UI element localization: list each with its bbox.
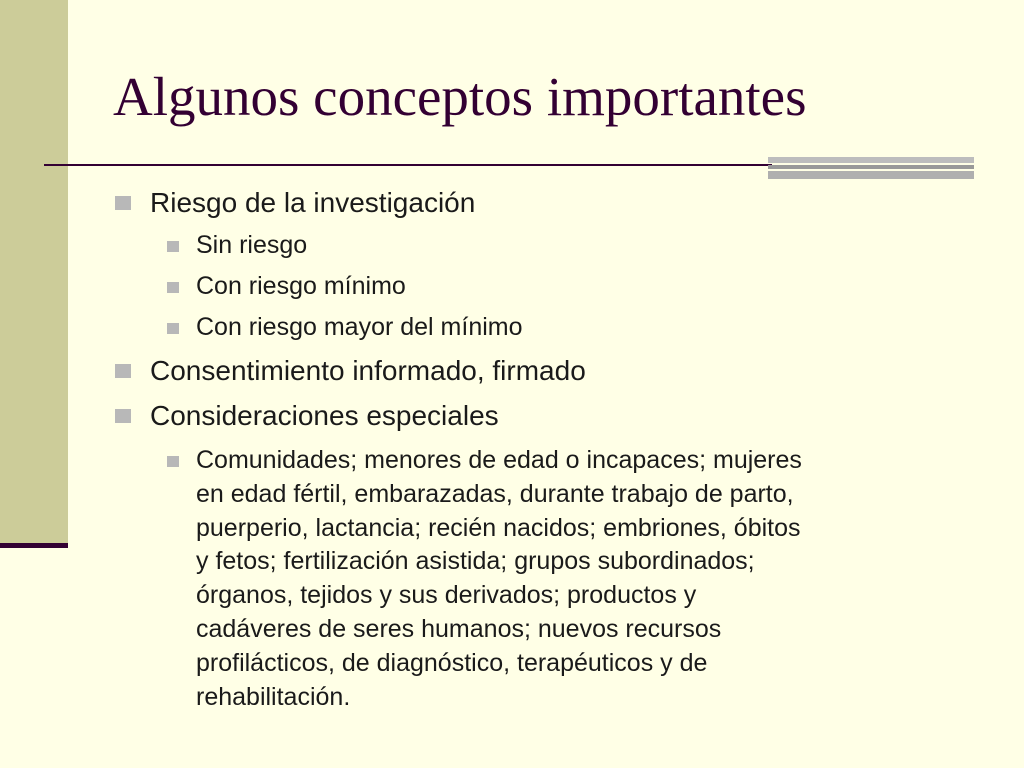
bullet-text: Con riesgo mayor del mínimo	[196, 313, 523, 341]
square-bullet-icon	[115, 364, 131, 378]
bullet-text: Consideraciones especiales	[150, 400, 499, 431]
paragraph-line: rehabilitación.	[196, 682, 351, 711]
bullet-item-level1	[150, 400, 499, 432]
square-bullet-icon	[167, 323, 179, 334]
bullet-item-level2	[196, 311, 523, 343]
paragraph-line: profilácticos, de diagnóstico, terapéuticos y de	[196, 648, 708, 677]
bullet-item-level1	[150, 187, 475, 219]
bullet-item-level2-paragraph	[196, 444, 986, 714]
paragraph-line: órganos, tejidos y sus derivados; productos y	[196, 581, 697, 610]
bullet-item-level2	[196, 270, 406, 302]
square-bullet-icon	[115, 409, 131, 423]
bullet-text: Con riesgo mínimo	[196, 272, 406, 300]
square-bullet-icon	[115, 196, 131, 210]
bullet-text: Consentimiento informado, firmado	[150, 355, 586, 386]
bullet-text: Sin riesgo	[196, 231, 308, 259]
slide-title: Algunos conceptos importantes	[113, 66, 807, 127]
square-bullet-icon	[167, 456, 179, 467]
paragraph-line: Comunidades; menores de edad o incapaces; mujeres	[196, 446, 802, 474]
square-bullet-icon	[167, 282, 179, 293]
square-bullet-icon	[167, 241, 179, 252]
paragraph-line: y fetos; fertilización asistida; grupos subordinados;	[196, 547, 755, 576]
paragraph-line: en edad fértil, embarazadas, durante trabajo de parto,	[196, 479, 794, 508]
bullet-item-level1	[150, 355, 586, 387]
paragraph-line: puerperio, lactancia; recién nacidos; embriones, óbitos	[196, 513, 801, 542]
paragraph-line: cadáveres de seres humanos; nuevos recursos	[196, 614, 722, 643]
bullet-item-level2	[196, 229, 307, 261]
bullet-text: Riesgo de la investigación	[150, 187, 476, 218]
